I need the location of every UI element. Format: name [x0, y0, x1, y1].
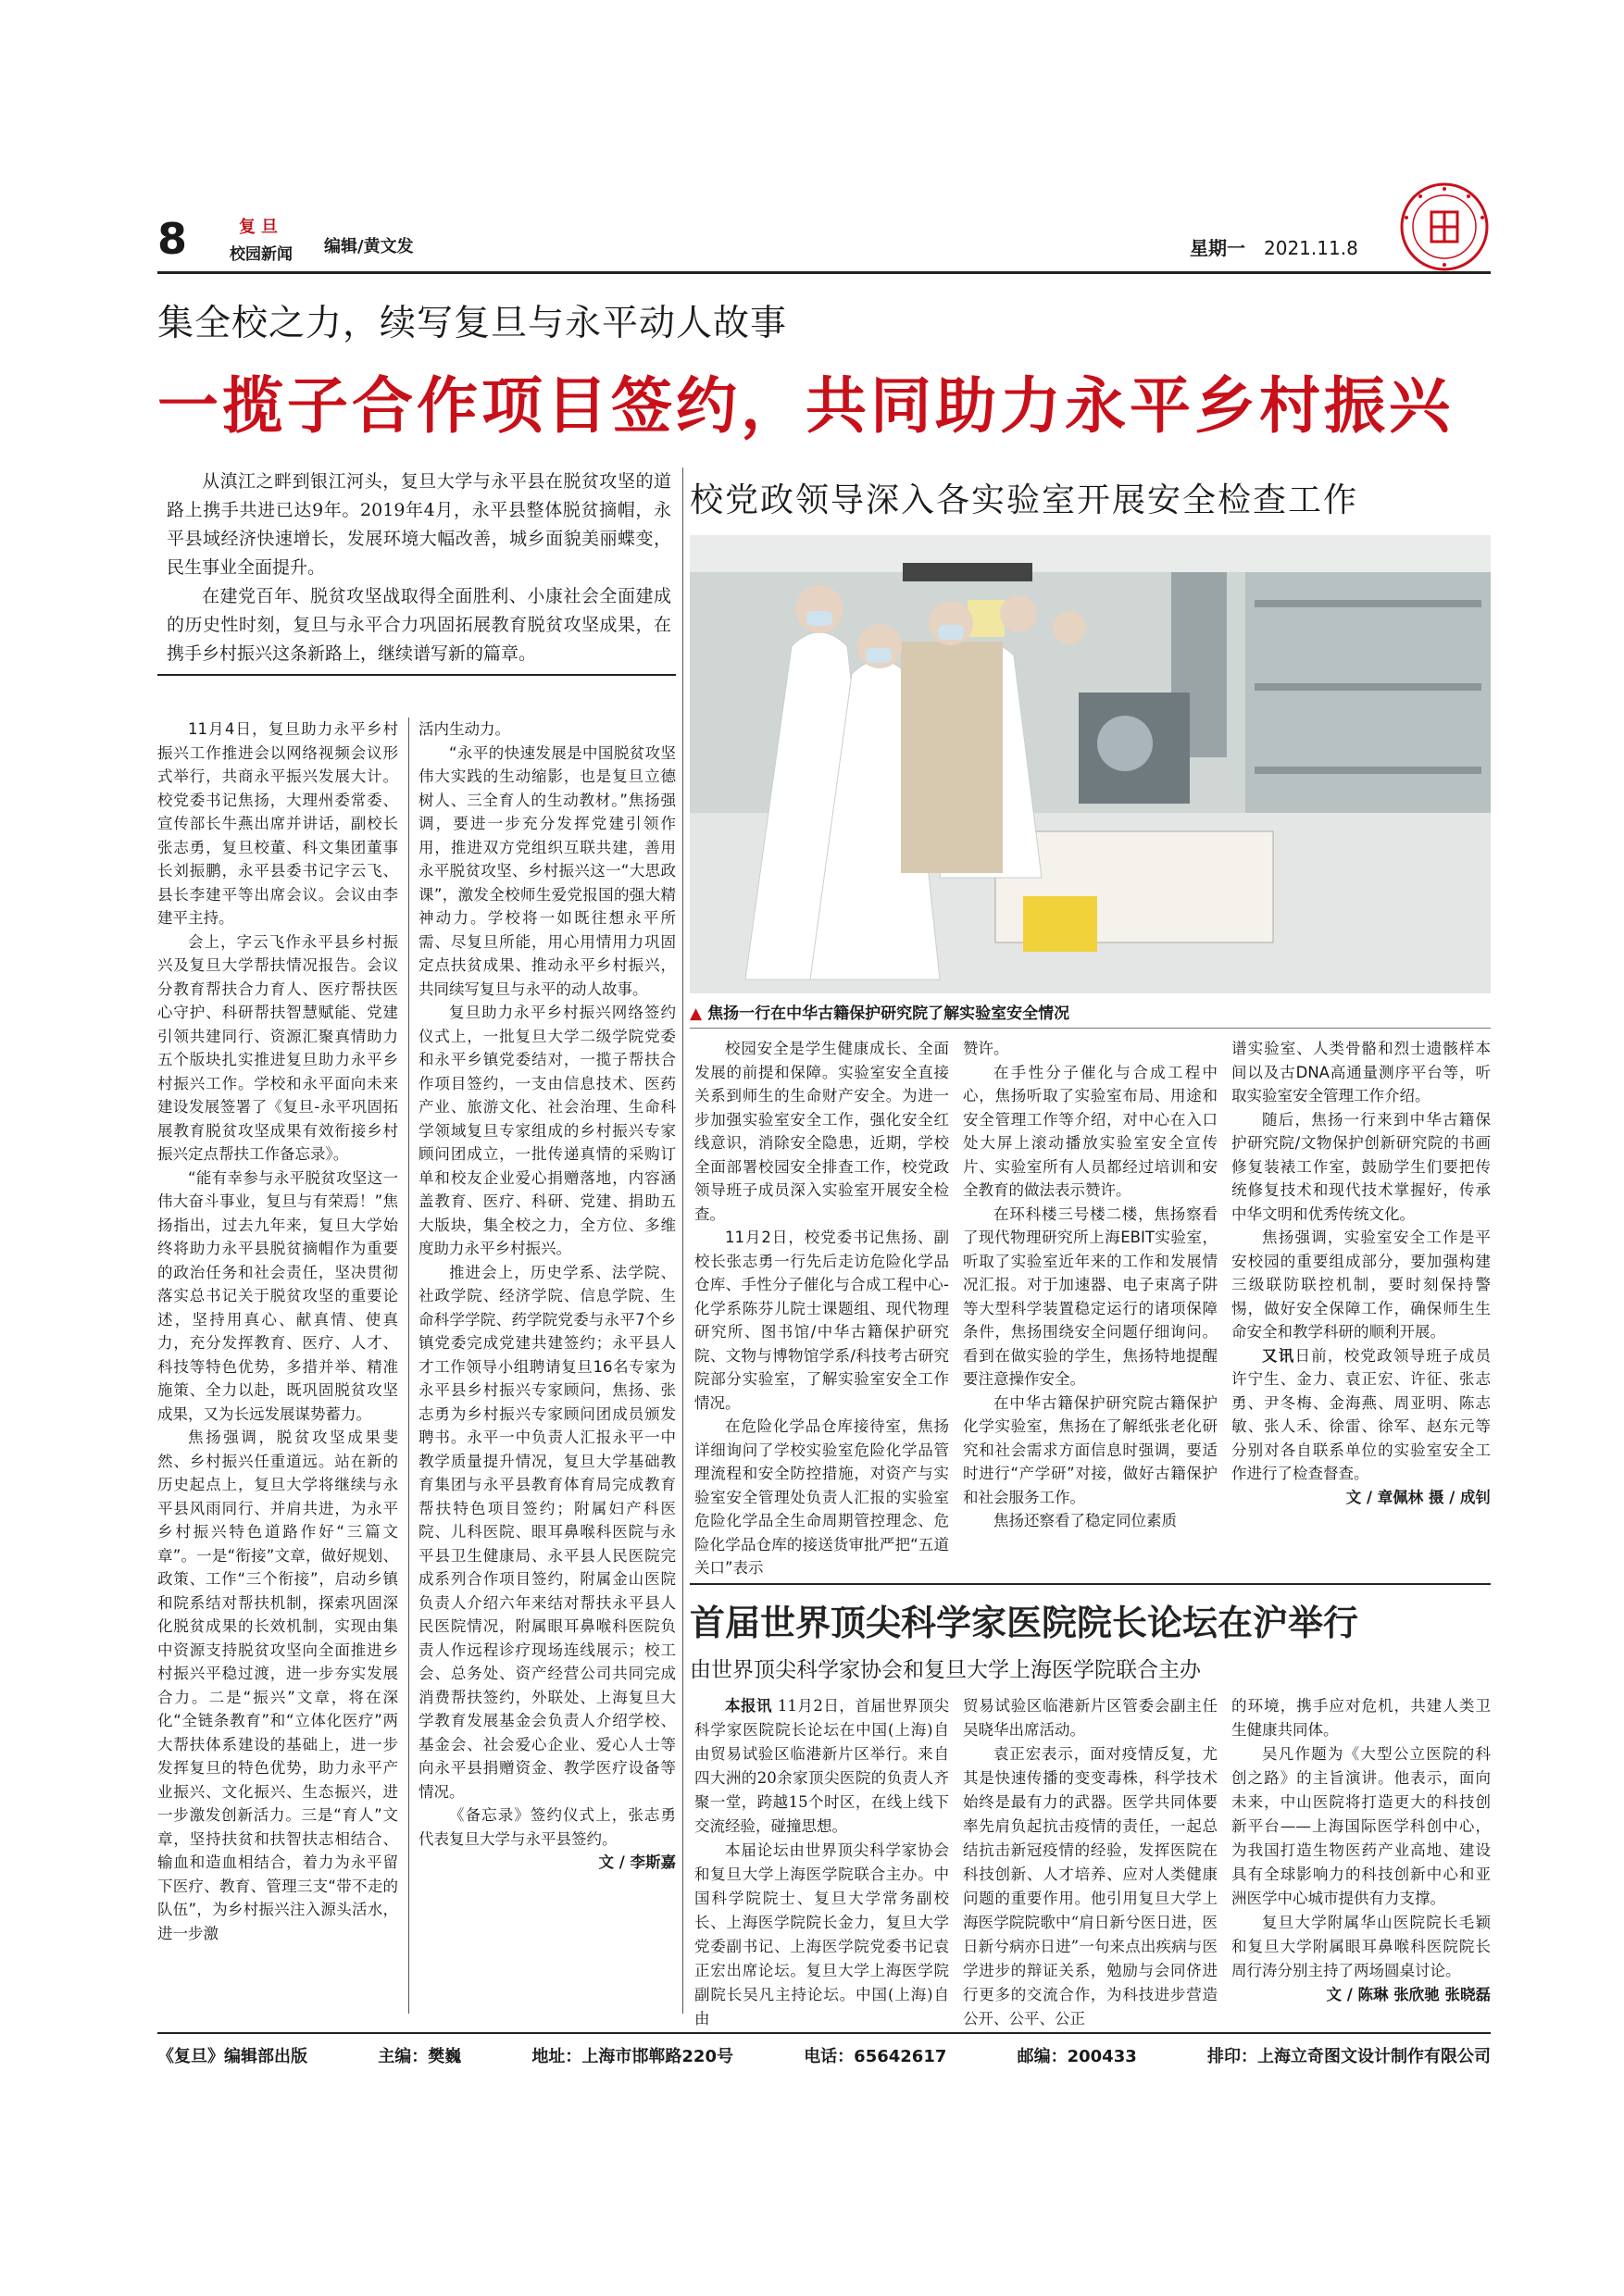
paragraph: 在危险化学品仓库接待室，焦扬详细询问了学校实验室危险化学品管理流程和安全防控措施，对资产与实验室安全管理处负责人汇报的实验室危险化学品全生命周期管控理念、危险化学品仓库的接送货审批严把“五道关口”表示 [694, 1417, 949, 1577]
masthead [206, 218, 317, 264]
page-number: 8 [157, 214, 188, 264]
footer-printer: 排印：上海立奇图文设计制作有限公司 [1206, 2047, 1491, 2066]
column-divider [408, 718, 409, 2014]
forum-article-title: 首届世界顶尖科学家医院院长论坛在沪举行 [690, 1602, 1359, 1643]
paragraph: 活内生动力。 [418, 720, 510, 738]
paragraph: 《备忘录》签约仪式上，张志勇代表复旦大学与永平县签约。 [418, 1806, 676, 1848]
safety-column-2 [963, 1037, 1218, 1533]
paragraph: 吴凡作题为《大型公立医院的科创之路》的主旨演讲。他表示，面向未来，中山医院将打造更大的科技创新平台——上海国际医学科创中心，为我国打造生物医药产业高地、建设具有全球影响力的科技创新中心和亚洲医学中心城市提供有力支撑。 [1231, 1745, 1491, 1907]
footer-phone: 电话：65642617 [804, 2047, 947, 2066]
footer-postcode: 邮编：200433 [1017, 2047, 1137, 2066]
article-kicker: 集全校之力，续写复旦与永平动人故事 [157, 303, 788, 344]
paper-logo: 复旦 [239, 218, 283, 237]
paragraph: 在中华古籍保护研究院古籍保护化学实验室，焦扬在了解纸张老化研究和社会需求方面信息时强调，要适时进行“产学研”对接，做好古籍保护和社会服务工作。 [963, 1393, 1218, 1506]
paragraph: 的环境，携手应对危机，共建人类卫生健康共同体。 [1231, 1697, 1491, 1739]
lab-inspection-photo [690, 535, 1491, 993]
paragraph: 11月2日，校党委书记焦扬、副校长张志勇一行先后走访危险化学品仓库、手性分子催化与合成工程中心-化学系陈芬儿院士课题组、现代物理研究所、图书馆/中华古籍保护研究院、文物与博物馆学系/科技考古研究院部分实验室，了解实验室安全工作情况。 [694, 1229, 949, 1412]
article-lead [167, 468, 671, 668]
report-tag: 本报讯 [725, 1697, 773, 1715]
paragraph: 随后，焦扬一行来到中华古籍保护研究院/文物保护创新研究院的书画修复装裱工作室，鼓励学生们要把传统修复技术和现代技术掌握好，传承中华文明和优秀传统文化。 [1231, 1110, 1491, 1223]
section-name: 校园新闻 [230, 245, 293, 264]
date: 2021.11.8 [1264, 237, 1358, 259]
lead-paragraph: 在建党百年、脱贫攻坚战取得全面胜利、小康社会全面建成的历史性时刻，复旦与永平合力巩固拓展教育脱贫攻坚成果，在携手乡村振兴这条新路上，继续谱写新的篇章。 [167, 586, 671, 664]
paragraph: 11月4日，复旦助力永平乡村振兴工作推进会以网络视频会议形式举行，共商永平振兴发展大计。校党委书记焦扬，大理州委常委、宣传部长牛燕出席并讲话，副校长张志勇，复旦校董、科文集团董事长刘振鹏，永平县委书记字云飞、县长李建平等出席会议。会议由李建平主持。 [157, 720, 398, 927]
forum-column-3 [1231, 1694, 1491, 2007]
safety-column-1 [694, 1037, 949, 1580]
article-column-1 [157, 718, 398, 1945]
footer-office: 《复旦》编辑部出版 [157, 2047, 307, 2066]
paragraph: 复旦助力永平乡村振兴网络签约仪式上，一批复旦大学二级学院党委和永平乡镇党委结对，一揽子帮扶合作项目签约，一支由信息技术、医药产业、旅游文化、社会治理、生命科学领域复旦专家组成的乡村振兴专家顾问团成立，一批传递真情的采购订单和校友企业爱心捐赠落地，内容涵盖教育、医疗、科研、党建、捐助五大版块，集全校之力，全方位、多维度助力永平乡村振兴。 [418, 1004, 676, 1257]
paragraph: 在手性分子催化与合成工程中心，焦扬听取了实验室布局、用途和安全管理工作等介绍，对中心在入口处大屏上滚动播放实验室安全宣传片、实验室所有人员都经过培训和安全教育的做法表示赞许。 [963, 1063, 1218, 1199]
safety-column-3 [1231, 1037, 1491, 1509]
caption-triangle-icon: ▲ [690, 1004, 703, 1023]
header-rule [157, 271, 1491, 274]
caption-text: 焦扬一行在中华古籍保护研究院了解实验室安全情况 [707, 1004, 1070, 1023]
forum-column-1 [694, 1694, 949, 2031]
byline: 文 / 陈琳 张欣驰 张晓磊 [1326, 1986, 1491, 2003]
paragraph: 贸易试验区临港新片区管委会副主任吴晓华出席活动。 [963, 1697, 1218, 1739]
page-editor: 编辑/黄文发 [324, 237, 414, 256]
paragraph: 校园安全是学生健康成长、全面发展的前提和保障。实验室安全直接关系到师生的生命财产安全。为进一步加强实验室安全工作，强化安全红线意识，消除安全隐患，近期，学校全面部署校园安全排查工作，校党政领导班子成员深入实验室开展安全检查。 [694, 1040, 949, 1223]
byline: 文 / 李斯嘉 [598, 1853, 676, 1871]
paragraph: 推进会上，历史学系、法学院、社政学院、经济学院、信息学院、生命科学学院、药学院党委与永平7个乡镇党委完成党建共建签约；永平县人才工作领导小组聘请复旦16名专家为永平县乡村振兴专家顾问，焦扬、张志勇为乡村振兴专家顾问团成员颁发聘书。永平一中负责人汇报永平一中教学质量提升情况，复旦大学基础教育集团与永平县教育体育局完成教育帮扶特色项目签约；附属妇产科医院、儿科医院、眼耳鼻喉科医院与永平县卫生健康局、永平县人民医院完成系列合作项目签约，附属金山医院负责人介绍六年来结对帮扶永平县人民医院情况，附属眼耳鼻喉科医院负责人作远程诊疗现场连线展示；校工会、总务处、资产经营公司共同完成消费帮扶签约，外联处、上海复旦大学教育发展基金会负责人介绍学校、基金会、社会爱心企业、爱心人士等向永平县捐赠资金、教学医疗设备等情况。 [418, 1263, 676, 1801]
safety-article-title: 校党政领导深入各实验室开展安全检查工作 [690, 481, 1359, 519]
forum-column-2 [963, 1694, 1218, 2031]
weekday: 星期一 [1190, 237, 1245, 259]
lead-rule [157, 674, 676, 676]
lead-paragraph: 从滇江之畔到银江河头，复旦大学与永平县在脱贫攻坚的道路上携手共进已达9年。2019年4月，永平县整体脱贫摘帽，永平县域经济快速增长，发展环境大幅改善，城乡面貌美丽蝶变，民生事业全面提升。 [167, 471, 671, 578]
forum-article-subtitle: 由世界顶尖科学家协会和复旦大学上海医学院联合主办 [690, 1658, 1201, 1682]
brief-tag: 又讯 [1262, 1346, 1295, 1365]
brief-text: 日前，校党政领导班子成员许宁生、金力、袁正宏、许征、张志勇、尹冬梅、金海燕、周亚明、陈志敏、张人禾、徐雷、徐军、赵东元等分别对各自联系单位的实验室安全工作进行了检查督查。 [1231, 1346, 1492, 1482]
footer-editor: 主编：樊巍 [378, 2047, 462, 2066]
byline: 文 / 章佩林 摄 / 成钊 [1345, 1488, 1491, 1506]
paragraph [694, 1694, 949, 1839]
footer [157, 2043, 1491, 2067]
paragraph: 焦扬强调，脱贫攻坚成果斐然、乡村振兴任重道远。站在新的历史起点上，复旦大学将继续与永平县风雨同行、并肩共进，为永平乡村振兴特色道路作好“三篇文章”。一是“衔接”文章，做好规划、政策、工作“三个衔接”，启动乡镇和院系结对帮扶机制，探索巩固深化脱贫成果的长效机制，实现由集中资源支持脱贫攻坚向全面推进乡村振兴平稳过渡，进一步夯实发展合力。二是“振兴”文章，将在深化“全链条教育”和“立体化医疗”两大帮扶体系建设的基础上，进一步发挥复旦的特色优势，助力永平产业振兴、文化振兴、生态振兴，进一步激发创新活力。三是“育人”文章，坚持扶贫和扶智扶志相结合、输血和造血相结合，着力为永平留下医疗、教育、管理三支“带不走的队伍”，为乡村振兴注入源头活水，进一步激 [157, 1429, 398, 1942]
caption-rule [690, 1028, 1491, 1029]
paragraph: “永平的快速发展是中国脱贫攻坚伟大实践的生动缩影，也是复旦立德树人、三全育人的生动教材。”焦扬强调，要进一步充分发挥党建引领作用，推进双方党组织互联共建，善用永平脱贫攻坚、乡村振兴这一“大思政课”，激发全校师生爱党报国的强大精神动力。学校将一如既往想永平所需、尽复旦所能，用心用情用力巩固定点扶贫成果、推动永平乡村振兴，共同续写复旦与永平的动人故事。 [418, 743, 676, 998]
photo-caption [690, 1000, 1491, 1023]
article-column-2 [418, 718, 676, 1875]
forum-top-rule [690, 1583, 1491, 1585]
paragraph-text: 11月2日，首届世界顶尖科学家医院院长论坛在中国(上海)自由贸易试验区临港新片区举行。来自四大洲的20余家顶尖医院的负责人齐聚一堂，跨越15个时区，在线上线下交流经验，碰撞思想。 [694, 1697, 950, 1835]
paragraph: 在环科楼三号楼二楼，焦扬察看了现代物理研究所上海EBIT实验室，听取了实验室近年来的工作和发展情况汇报。对于加速器、电子束离子阱等大型科学装置稳定运行的诸项保障条件，焦扬围绕安全问题仔细询问。看到在做实验的学生，焦扬特地提醒要注意操作安全。 [963, 1204, 1218, 1388]
paragraph: 赞许。 [963, 1040, 1009, 1057]
footer-rule [157, 2032, 1491, 2034]
article-title: 一揽子合作项目签约，共同助力永平乡村振兴 [157, 370, 1454, 442]
brief-paragraph [1231, 1344, 1491, 1486]
paragraph: 焦扬还察看了稳定同位素质 [993, 1512, 1177, 1529]
footer-address: 地址：上海市邯郸路220号 [531, 2047, 733, 2066]
paragraph: 复旦大学附属华山医院院长毛颖和复旦大学附属眼耳鼻喉科医院院长周行涛分别主持了两场圆桌讨论。 [1231, 1914, 1491, 1979]
issue-date [1190, 233, 1358, 260]
paragraph: 谱实验室、人类骨骼和烈士遗骸样本间以及古DNA高通量测序平台等，听取实验室安全管理工作介绍。 [1231, 1040, 1491, 1104]
paragraph: “能有幸参与永平脱贫攻坚这一伟大奋斗事业，复旦与有荣焉！”焦扬指出，过去九年来，复旦大学始终将助力永平县脱贫摘帽作为重要的政治任务和社会责任，坚决贯彻落实总书记关于脱贫攻坚的重要论述，坚持用真心、献真情、使真力，充分发挥教育、医疗、人才、科技等特色优势，多措并举、精准施策、全力以赴，既巩固脱贫攻坚成果，又为长远发展谋势蓄力。 [157, 1168, 398, 1423]
paragraph: 本届论坛由世界顶尖科学家协会和复旦大学上海医学院联合主办。中国科学院院士、复旦大学常务副校长、上海医学院院长金力，复旦大学党委副书记、上海医学院党委书记袁正宏出席论坛。复旦大学上海医学院副院长吴凡主持论坛。中国(上海)自由 [694, 1841, 949, 2028]
column-divider [682, 468, 683, 2014]
university-seal-icon [1398, 181, 1491, 273]
paragraph: 袁正宏表示，面对疫情反复，尤其是快速传播的变变毒株，科学技术始终是最有力的武器。医学共同体要率先肩负起抗击疫情的责任，一起总结抗击新冠疫情的经验，发挥医院在科技创新、人才培养、应对人类健康问题的重要作用。他引用复旦大学上海医学院院歌中“肩日新兮医日进，医日新兮病亦日进”一句来点出疾病与医学进步的辩证关系，勉励与会同侪进行更多的交流合作，为科技进步营造公开、公平、公正 [963, 1745, 1218, 2028]
paragraph: 焦扬强调，实验室安全工作是平安校园的重要组成部分，要加强构建三级联防联控机制，要时刻保持警惕，做好安全保障工作，确保师生生命安全和教学科研的顺利开展。 [1231, 1229, 1491, 1341]
paragraph: 会上，字云飞作永平县乡村振兴及复旦大学帮扶情况报告。会议分教育帮扶合力育人、医疗帮扶医心守护、科研帮扶智慧赋能、党建引领共建同行、资源汇聚真情助力五个版块扎实推进复旦助力永平乡村振兴工作。学校和永平面向未来建设发展签署了《复旦-永平巩固拓展教育脱贫攻坚成果有效衔接乡村振兴定点帮扶工作备忘录》。 [157, 932, 398, 1163]
